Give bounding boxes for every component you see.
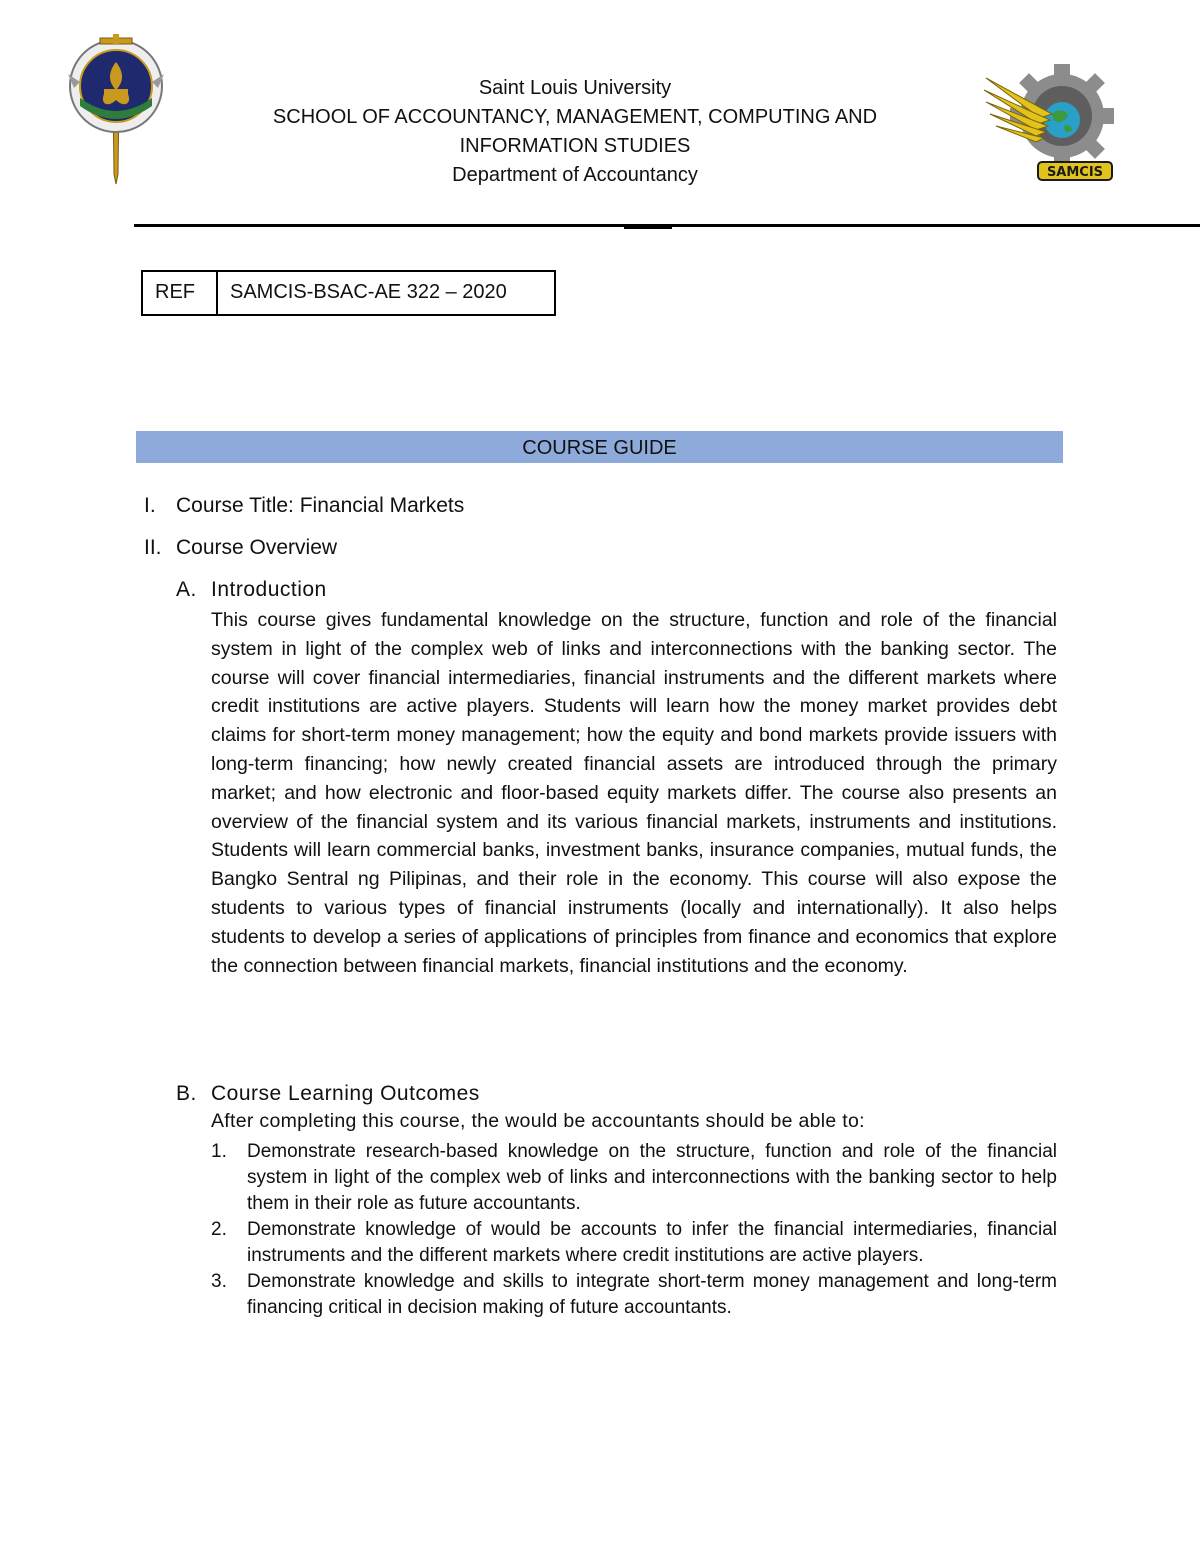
- school-name-line-1: SCHOOL OF ACCOUNTANCY, MANAGEMENT, COMPUTING AND: [272, 106, 878, 128]
- list-item-text: Demonstrate research-based knowledge on the structure, function and role of the financial system in light of the complex web of links and interconnections with the banking sector to help them in their role as future accountants.: [247, 1141, 1057, 1214]
- introduction-paragraph: This course gives fundamental knowledge on the structure, function and role of the financial system in light of the complex web of links and interconnections with the banking sector. The course will cover financial intermediaries, financial instruments and the different markets where credit institutions are active players. Students will learn how the money market provides debt claims for short-term money management; how the equity and bond markets provide issuers with long-term financing; how newly created financial assets are introduced through the primary market; and how electronic and floor-based equity markets differ. The course also presents an overview of the financial system and its various financial markets, instruments and institutions. Students will learn commercial banks, investment banks, insurance companies, mutual funds, the Bangko Sentral ng Pilipinas, and their role in the economy. This course will also expose the students to various types of financial instruments (locally and internationally). It also helps students to develop a series of applications of principles from finance and economics that explore the connection between financial markets, financial institutions and the economy.: [211, 609, 1057, 977]
- learning-outcomes-list: [211, 1139, 1057, 1321]
- list-item-number: 1.: [211, 1141, 227, 1162]
- reference-code: SAMCIS-BSAC-AE 322 – 2020: [230, 281, 507, 303]
- subsection-letter: A.: [176, 578, 197, 601]
- list-item-number: 3.: [211, 1271, 227, 1292]
- section-number: I.: [144, 494, 156, 517]
- saint-louis-university-seal-logo: [60, 34, 172, 186]
- samcis-logo-text: SAMCIS: [1046, 165, 1104, 180]
- subsection-letter: B.: [176, 1082, 197, 1105]
- list-item: [211, 1139, 1057, 1217]
- subsection-heading: Course Learning Outcomes: [211, 1082, 480, 1105]
- section-number: II.: [144, 536, 162, 559]
- list-item-text: Demonstrate knowledge and skills to integrate short-term money management and long-term financing critical in decision making of future accountants.: [247, 1271, 1057, 1318]
- header-divider-accent: [624, 227, 672, 229]
- section-heading: Course Title: Financial Markets: [176, 494, 465, 517]
- subsection-heading: Introduction: [211, 578, 327, 601]
- reference-label: REF: [143, 272, 218, 314]
- list-item: [211, 1217, 1057, 1269]
- subsection-introduction: [176, 578, 327, 602]
- university-name: Saint Louis University: [478, 77, 672, 99]
- list-item-text: Demonstrate knowledge of would be accounts to infer the financial intermediaries, financial instruments and the different markets where credit institutions are active players.: [247, 1219, 1057, 1266]
- school-name-line-2: INFORMATION STUDIES: [459, 135, 691, 157]
- section-course-overview: [144, 536, 337, 560]
- section-heading: Course Overview: [176, 536, 338, 559]
- list-item-number: 2.: [211, 1219, 227, 1240]
- section-course-title: [144, 494, 464, 518]
- list-item: [211, 1269, 1057, 1321]
- outcomes-lead-text: After completing this course, the would be accountants should be able to:: [211, 1110, 865, 1132]
- samcis-logo: [980, 58, 1120, 184]
- subsection-learning-outcomes: [176, 1082, 480, 1106]
- document-header: [200, 74, 950, 190]
- department-name: Department of Accountancy: [452, 164, 698, 186]
- reference-table: [141, 270, 556, 316]
- course-guide-banner: COURSE GUIDE: [136, 431, 1063, 463]
